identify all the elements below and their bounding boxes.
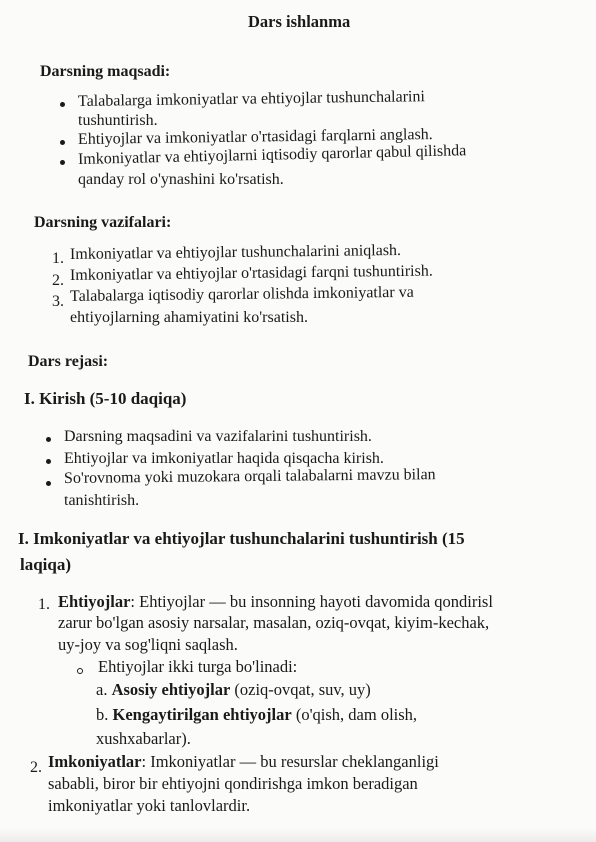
intro-item-3-line-1: So'rovnoma yoki muzokara orqali talabalarni mavzu bilan: [63, 466, 436, 487]
needs-type-a: [96, 681, 371, 699]
needs-item-line-3: uy-joy va sog'liqni saqlash.: [58, 635, 238, 654]
page-edge: [0, 828, 596, 842]
bullet-icon: [46, 437, 51, 442]
section-2-heading-line-1: I. Imkoniyatlar va ehtiyojlar tushunchalarini tushuntirish (15: [18, 529, 465, 548]
needs-type-b-line-2: xushxabarlar).: [96, 729, 191, 748]
section-2-heading-line-2: laqiqa): [20, 555, 72, 574]
bullet-icon: [46, 459, 51, 464]
task-number: 2.: [52, 272, 64, 289]
opportunities-item-line-2: sababli, biror bir ehtiyojni qondirishga imkon beradigan: [48, 774, 418, 793]
goal-heading: Darsning maqsadi:: [40, 63, 171, 80]
bullet-icon: [60, 140, 65, 145]
intro-heading: I. Kirish (5-10 daqiqa): [24, 389, 187, 408]
intro-item-2: Ehtiyojlar va imkoniyatlar haqida qisqacha kirish.: [64, 450, 384, 467]
task-item-3-line-1: Talabalarga iqtisodiy qarorlar olishda imkoniyatlar va: [69, 283, 414, 305]
bullet-icon: [60, 160, 65, 165]
needs-type-a-prefix: a.: [96, 680, 112, 699]
tasks-heading: Darsning vazifalari:: [34, 214, 172, 231]
needs-item-line-2: zarur bo'lgan asosiy narsalar, masalan, oziq-ovqat, kiyim-kechak,: [58, 613, 490, 632]
opportunities-item-line-3: imkoniyatlar yoki tanlovlardir.: [48, 796, 251, 815]
task-item-1: Imkoniyatlar va ehtiyojlar tushunchalarini aniqlash.: [69, 241, 402, 263]
bullet-icon: [60, 102, 65, 107]
opportunities-term: Imkoniyatlar: [48, 752, 142, 771]
task-number: 3.: [52, 293, 64, 310]
needs-type-b-prefix: b.: [96, 705, 113, 724]
opportunities-definition: : Imkoniyatlar — bu resurslar cheklanganligi: [141, 752, 439, 771]
goal-item-3-line-2: qanday rol o'ynashini ko'rsatish.: [78, 171, 284, 188]
goal-item-1-line-2: tushuntirish.: [78, 112, 158, 129]
needs-type-b-detail: (o'qish, dam olish,: [291, 705, 418, 724]
plan-heading: Dars rejasi:: [28, 353, 109, 370]
needs-type-b: [96, 706, 417, 724]
needs-type-a-detail: (oziq-ovqat, suv, uy): [230, 680, 371, 699]
task-item-2: Imkoniyatlar va ehtiyojlar o'rtasidagi farqni tushuntirish.: [69, 262, 433, 284]
goal-item-2: Ehtiyojlar va imkoniyatlar o'rtasidagi farqlarni anglash.: [77, 126, 433, 148]
intro-item-1: Darsning maqsadini va vazifalarini tushuntirish.: [64, 428, 372, 445]
goal-item-1-line-1: Talabalarga imkoniyatlar va ehtiyojlar tushunchalarini: [77, 88, 425, 110]
goal-item-3-line-1: Imkoniyatlar va ehtiyojlarni iqtisodiy qarorlar qabul qilishda: [77, 142, 467, 168]
needs-definition: : Ehtiyojlar — bu insonning hayoti davomida qondirisl: [130, 592, 493, 611]
circle-bullet-icon: [77, 668, 83, 674]
bullet-icon: [46, 481, 51, 486]
needs-term: Ehtiyojlar: [58, 592, 131, 611]
needs-type-a-term: Asosiy ehtiyojlar: [111, 680, 231, 699]
needs-types-intro: Ehtiyojlar ikki turga bo'linadi:: [98, 657, 298, 676]
list-number: 1.: [38, 596, 50, 613]
list-number: 2.: [30, 759, 42, 776]
needs-type-b-term: Kengaytirilgan ehtiyojlar: [112, 705, 292, 724]
document-title: Dars ishlanma: [248, 12, 351, 31]
intro-item-3-line-2: tanishtirish.: [64, 492, 140, 509]
task-number: 1.: [52, 250, 64, 267]
task-item-3-line-2: ehtiyojlarning ahamiyatini ko'rsatish.: [70, 309, 308, 326]
needs-item-line-1: [58, 593, 493, 611]
opportunities-item-line-1: [48, 753, 439, 771]
